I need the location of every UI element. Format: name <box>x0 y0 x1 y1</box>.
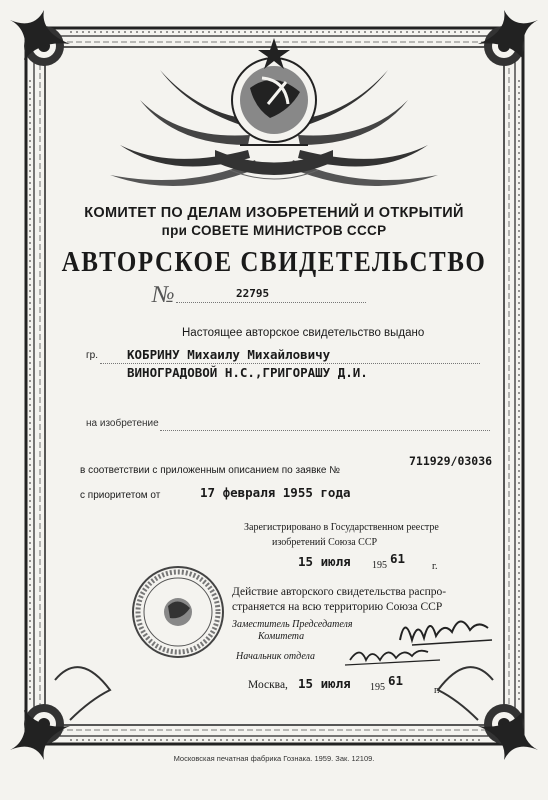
registration-date: 15 июля <box>298 554 351 569</box>
invention-dotted-line <box>160 430 490 431</box>
registration-line-2: изобретений Союза ССР <box>272 537 378 548</box>
citizen-prefix: гр. <box>86 350 98 361</box>
corner-ornament-bottom-left <box>10 704 70 760</box>
head-title: Начальник отдела <box>236 651 315 662</box>
corner-ornament-bottom-right <box>478 704 538 760</box>
priority-date: 17 февраля 1955 года <box>200 485 351 500</box>
council-name: при СОВЕТЕ МИНИСТРОВ СССР <box>161 223 387 238</box>
recipients-line-1: КОБРИНУ Михаилу Михайловичу <box>127 347 331 362</box>
committee-name: КОМИТЕТ ПО ДЕЛАМ ИЗОБРЕТЕНИЙ И ОТКРЫТИЙ <box>84 205 464 221</box>
priority-label: с приоритетом от <box>80 490 161 501</box>
registration-year-mark: г. <box>432 561 438 572</box>
issue-year-suffix: 61 <box>388 673 404 688</box>
issue-year-mark: г. <box>434 685 440 696</box>
issued-text: Настоящее авторское свидетельство выдано <box>182 327 425 339</box>
document-title: АВТОРСКОЕ СВИДЕТЕЛЬСТВО <box>61 246 487 279</box>
recipients-line-2: ВИНОГРАДОВОЙ Н.С.,ГРИГОРАШУ Д.И. <box>127 365 368 380</box>
flourish-right <box>438 667 493 720</box>
head-signature-underline <box>345 660 440 665</box>
validity-line-2: страняется на всю территорию Союза ССР <box>232 601 443 613</box>
number-sign: № <box>152 282 175 308</box>
issue-date: 15 июля <box>298 676 351 691</box>
deputy-title-line-1: Заместитель Председателя <box>232 619 353 630</box>
city: Москва, <box>248 679 288 691</box>
printer-footer: Московская печатная фабрика Гознака. 1959. Зак. 12109. <box>173 754 375 763</box>
number-dotted-line <box>176 302 366 303</box>
certificate-number: 22795 <box>236 287 270 300</box>
round-seal-stamp <box>133 567 223 657</box>
registration-year-prefix: 195 <box>372 560 387 571</box>
invention-label: на изобретение <box>86 418 159 429</box>
flourish-left <box>55 667 110 720</box>
corner-ornament-top-left <box>10 10 70 66</box>
validity-line-1: Действие авторского свидетельства распро- <box>232 586 447 598</box>
deputy-signature <box>400 621 488 640</box>
state-emblem-icon <box>110 38 438 186</box>
registration-line-1: Зарегистрировано в Государственном реестре <box>244 522 439 533</box>
issue-year-prefix: 195 <box>370 682 385 693</box>
accordance-text: в соответствии с приложенным описанием по заявке № <box>80 465 340 476</box>
head-signature <box>350 651 428 660</box>
deputy-title-line-2: Комитета <box>258 631 305 642</box>
recipients-dotted-line <box>100 363 480 364</box>
registration-year-suffix: 61 <box>390 551 406 566</box>
corner-ornament-top-right <box>478 10 538 66</box>
application-number: 711929/03036 <box>409 454 493 468</box>
